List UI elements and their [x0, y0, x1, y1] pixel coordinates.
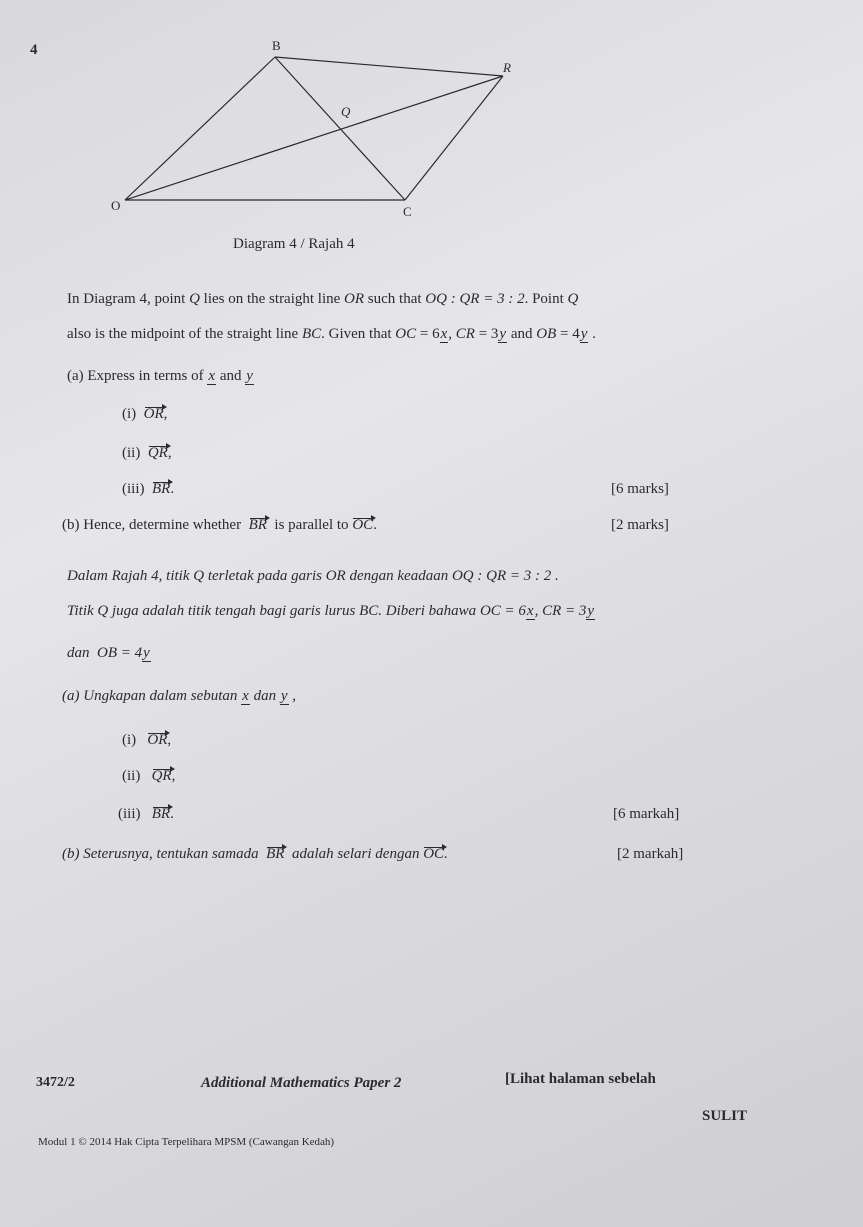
vector-diagram: [105, 30, 525, 230]
en-marks-a: [6 marks]: [611, 481, 669, 497]
line-br: [275, 57, 503, 76]
ms-intro-line1: Dalam Rajah 4, titik Q terletak pada garis OR dengan keadaan OQ : QR = 3 : 2 .: [67, 568, 559, 584]
label-r: R: [503, 60, 511, 75]
ms-marks-a: [6 markah]: [613, 806, 680, 822]
label-b: B: [272, 38, 281, 53]
paper-title: Additional Mathematics Paper 2: [201, 1075, 402, 1091]
en-item-1: (i) OR,: [122, 406, 168, 422]
next-page-note: [Lihat halaman sebelah: [505, 1071, 656, 1087]
ms-part-b: (b) Seterusnya, tentukan samada BR adalah selari dengan OC.: [62, 846, 448, 862]
ms-item-1: (i) OR,: [122, 732, 172, 748]
line-or: [125, 76, 503, 200]
line-ob: [125, 57, 275, 200]
en-item-2: (ii) QR,: [122, 445, 172, 461]
ms-intro-line2: Titik Q juga adalah titik tengah bagi garis lurus BC. Diberi bahawa OC = 6x, CR = 3y: [67, 603, 595, 619]
ms-item-2: (ii) QR,: [122, 768, 176, 784]
en-intro-line1: In Diagram 4, point Q lies on the straight line OR such that OQ : QR = 3 : 2. Point Q: [67, 291, 579, 307]
copyright-note: Modul 1 © 2014 Hak Cipta Terpelihara MPSM (Cawangan Kedah): [38, 1136, 335, 1148]
paper-code: 3472/2: [36, 1075, 75, 1090]
sulit-label: SULIT: [702, 1108, 748, 1124]
ms-part-a: (a) Ungkapan dalam sebutan x dan y ,: [62, 688, 296, 704]
label-o: O: [111, 198, 121, 213]
ms-marks-b: [2 markah]: [617, 846, 684, 862]
en-item-3: (iii) BR.: [122, 481, 175, 497]
label-q: Q: [341, 104, 351, 119]
en-marks-b: [2 marks]: [611, 517, 669, 533]
en-intro-line2: also is the midpoint of the straight line BC. Given that OC = 6x, CR = 3y and OB = 4y .: [67, 326, 596, 342]
en-part-b: (b) Hence, determine whether BR is parallel to OC.: [62, 517, 377, 533]
en-part-a: (a) Express in terms of x and y: [67, 368, 253, 384]
label-c: C: [403, 204, 412, 219]
page-number: 4: [30, 42, 38, 58]
diagram-caption: Diagram 4 / Rajah 4: [233, 236, 355, 252]
ms-dan-ob: dan OB = 4y: [67, 645, 150, 661]
line-bc: [275, 57, 405, 200]
ms-item-3: (iii) BR.: [118, 806, 174, 822]
line-rc: [405, 76, 503, 200]
